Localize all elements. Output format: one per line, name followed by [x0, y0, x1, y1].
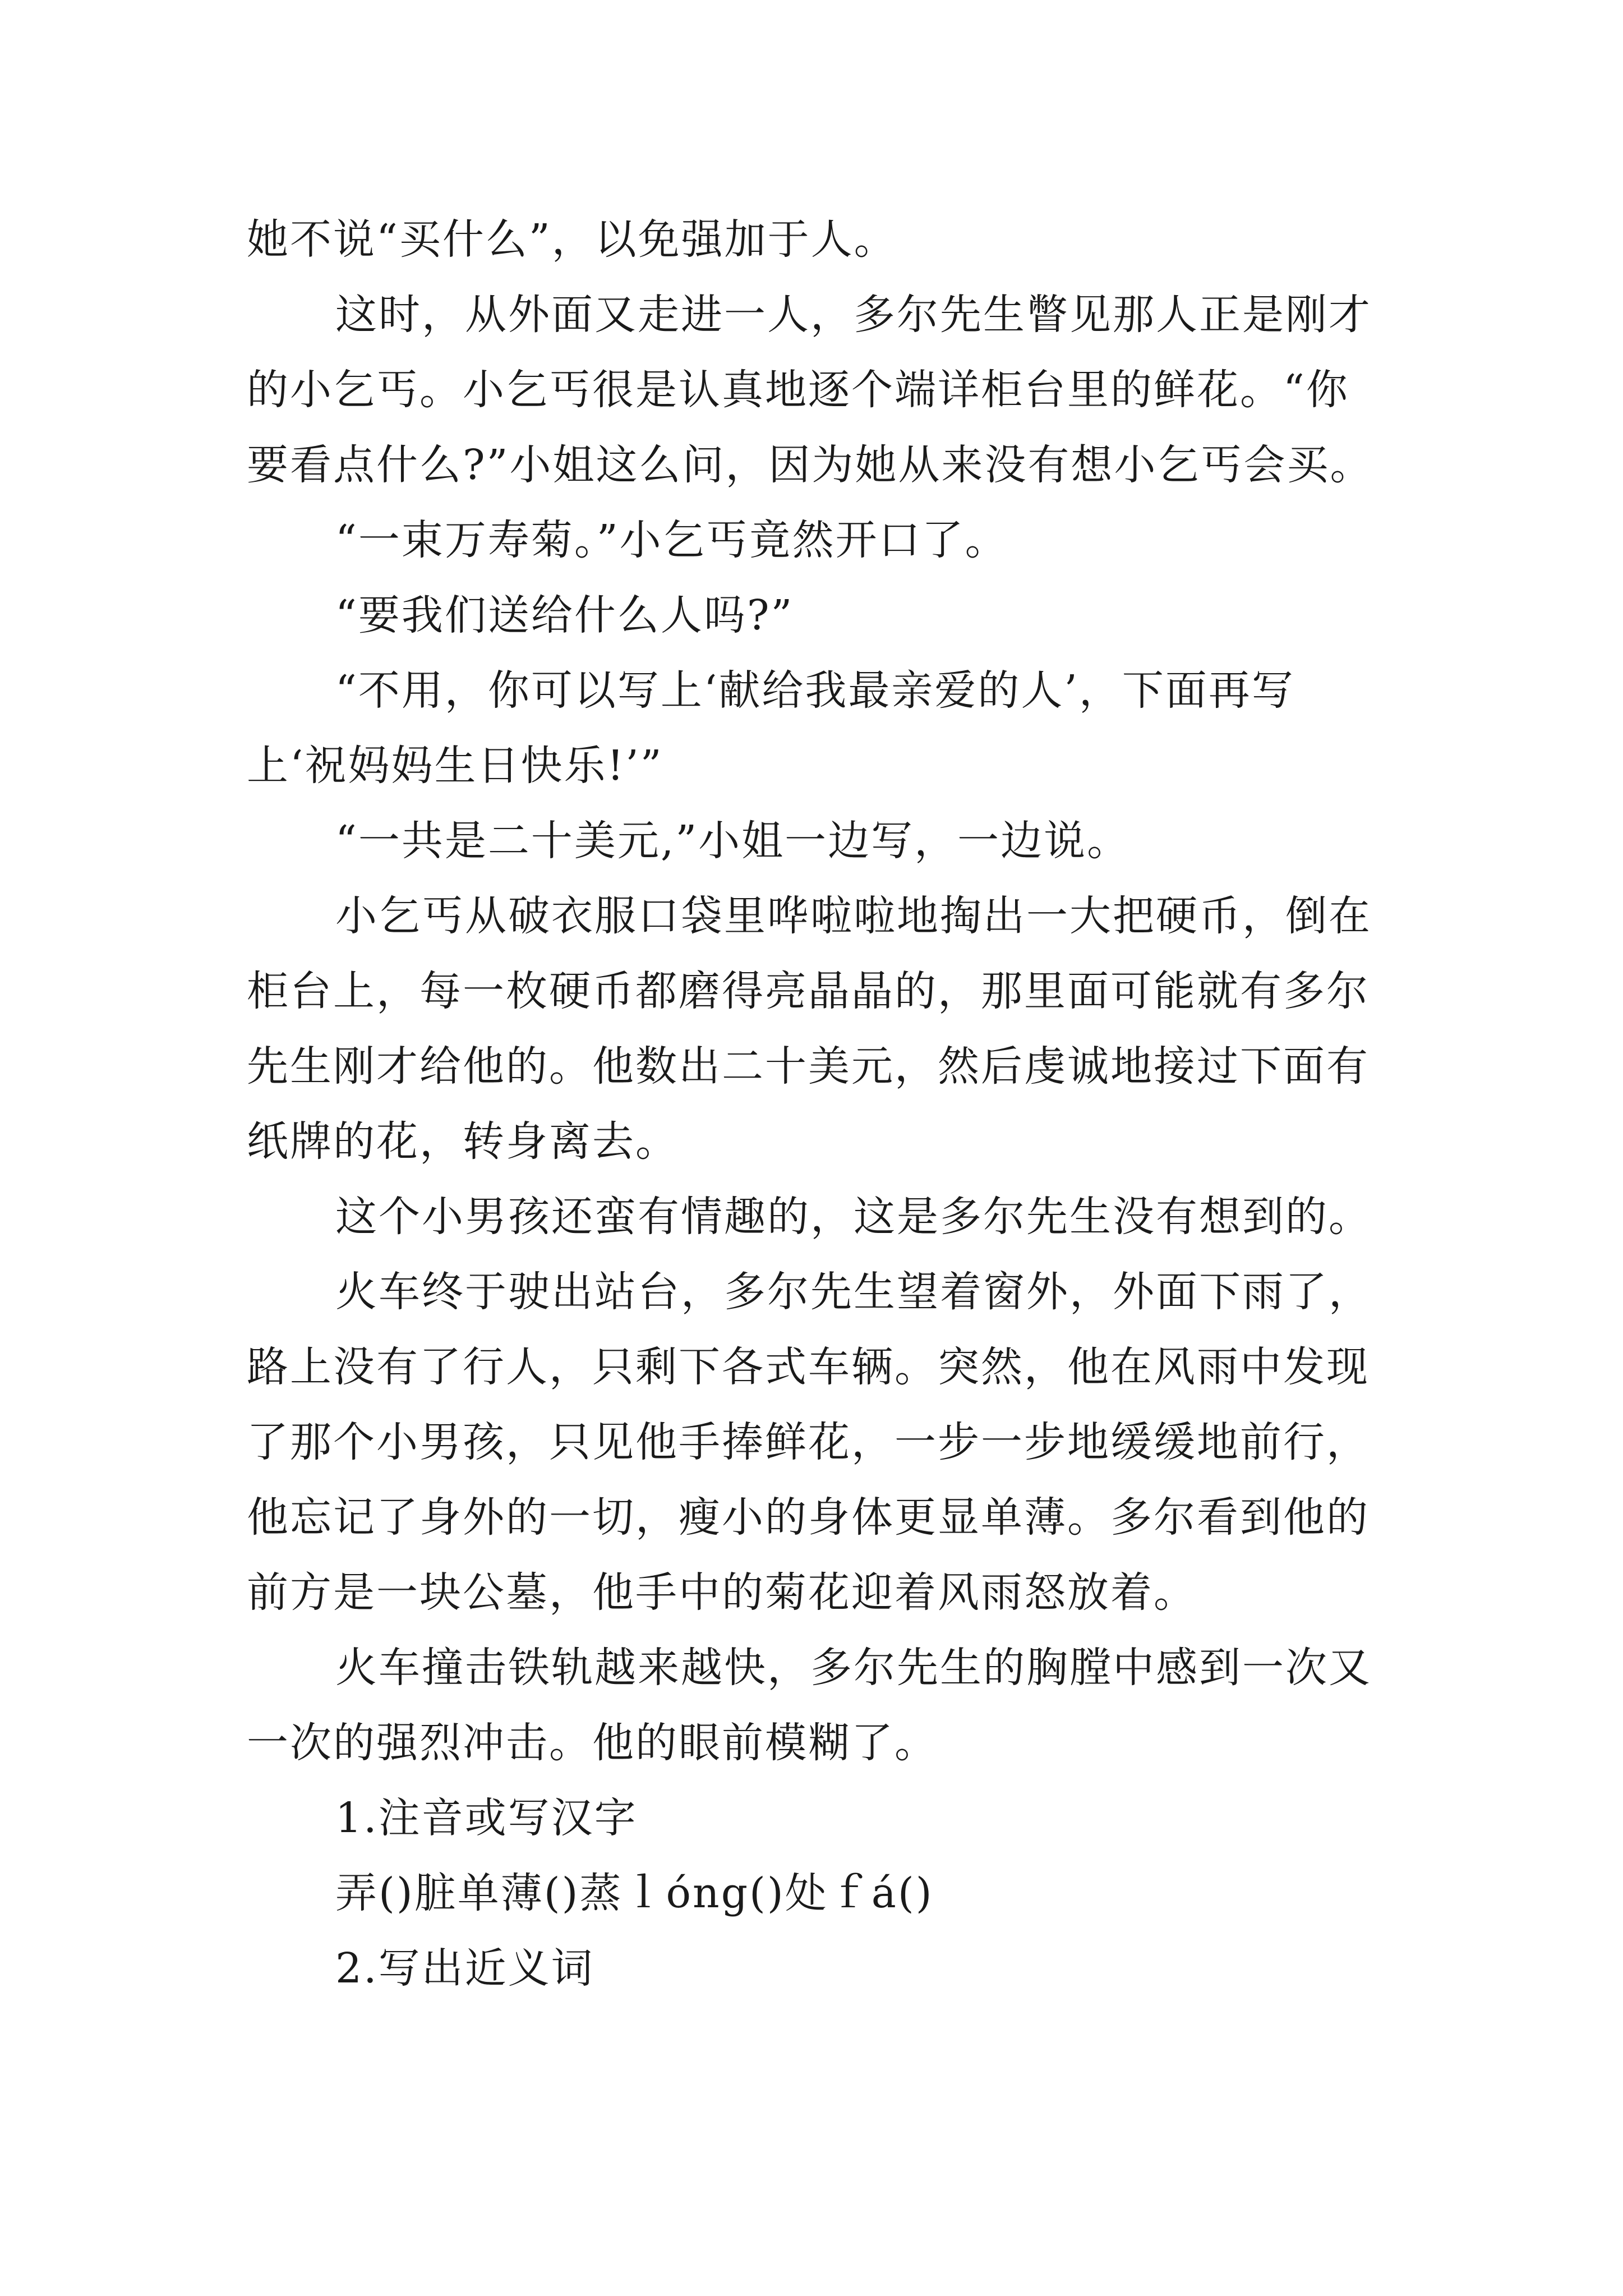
text-line: “不用，你可以写上‘献给我最亲爱的人’，下面再写: [335, 666, 1295, 715]
document-body: [247, 202, 1436, 2006]
text-line: 的小乞丐。小乞丐很是认真地逐个端详柜台里的鲜花。“你: [247, 366, 1349, 414]
text-line: 先生刚才给他的。他数出二十美元，然后虔诚地接过下面有: [247, 1042, 1370, 1091]
text-line: 前方是一块公墓，他手中的菊花迎着风雨怒放着。: [247, 1568, 1197, 1617]
text-line: 要看点什么?”小姐这么问，因为她从来没有想小乞丐会买。: [247, 441, 1373, 489]
text-line: 他忘记了身外的一切，瘦小的身体更显单薄。多尔看到他的: [247, 1493, 1370, 1542]
text-line: 小乞丐从破衣服口袋里哗啦啦地掏出一大把硬币，倒在: [335, 892, 1372, 940]
text-line: 了那个小男孩，只见他手捧鲜花，一步一步地缓缓地前行，: [247, 1418, 1370, 1466]
question-heading: 1.注音或写汉字: [335, 1794, 638, 1842]
text-line: 她不说“买什么”，以免强加于人。: [247, 215, 897, 264]
text-line: 火车撞击铁轨越来越快，多尔先生的胸膛中感到一次又: [335, 1644, 1372, 1692]
text-line: “要我们送给什么人吗?”: [335, 591, 794, 639]
text-line: 一次的强烈冲击。他的眼前模糊了。: [247, 1719, 938, 1767]
text-line: “一共是二十美元,”小姐一边写，一边说。: [335, 817, 1131, 865]
text-line: 火车终于驶出站台，多尔先生望着窗外，外面下雨了，: [335, 1268, 1372, 1316]
text-line: 柜台上，每一枚硬币都磨得亮晶晶的，那里面可能就有多尔: [247, 967, 1370, 1015]
text-line: 这个小男孩还蛮有情趣的，这是多尔先生没有想到的。: [335, 1193, 1372, 1241]
text-line: “一束万寿菊。”小乞丐竟然开口了。: [335, 516, 1008, 564]
text-line: 纸牌的花，转身离去。: [247, 1117, 679, 1166]
text-line: 路上没有了行人，只剩下各式车辆。突然，他在风雨中发现: [247, 1343, 1370, 1391]
question-heading: 2.写出近义词: [335, 1944, 594, 1993]
text-line: 上‘祝妈妈生日快乐!’”: [247, 742, 663, 790]
question-items: 弄()脏单薄()蒸ｌóng()处ｆá(): [335, 1869, 934, 1917]
text-line: 这时，从外面又走进一人，多尔先生瞥见那人正是刚才: [335, 291, 1372, 339]
